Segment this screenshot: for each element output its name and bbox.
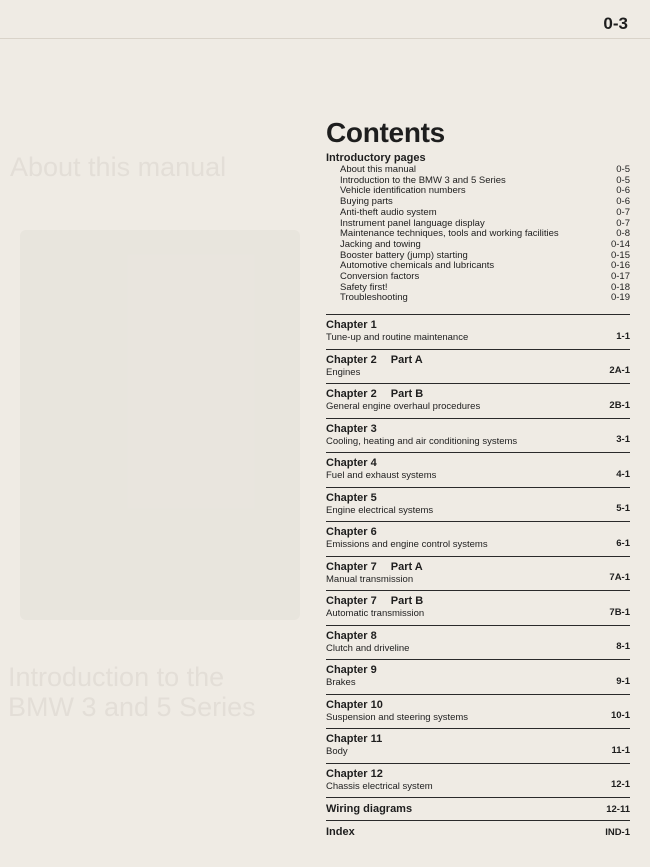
intro-item-page: 0-15	[610, 249, 630, 261]
chapter-number: Chapter 6	[326, 526, 377, 539]
intro-item-label: Jacking and towing	[340, 238, 421, 250]
intro-item-label: About this manual	[340, 164, 417, 175]
intro-item-page: 0-14	[610, 238, 630, 250]
chapter-page: 5-1	[616, 503, 630, 515]
chapter-number: Chapter 10	[326, 698, 383, 711]
intro-item-label: Instrument panel language display	[340, 217, 485, 229]
chapter-entry[interactable]	[326, 659, 630, 694]
ghost-heading-intro-2: BMW 3 and 5 Series	[8, 692, 256, 722]
chapter-number: Chapter 11	[326, 733, 383, 746]
index-page: IND-1	[605, 826, 630, 838]
chapter-entry[interactable]	[326, 590, 630, 625]
chapter-entry[interactable]	[326, 763, 630, 798]
chapter-entry[interactable]	[326, 418, 630, 453]
chapter-part: Part A	[390, 353, 423, 366]
intro-heading: Introductory pages	[326, 152, 426, 164]
chapter-page: 1-1	[616, 330, 630, 342]
chapter-heading	[326, 388, 630, 401]
chapter-page: 11-1	[611, 744, 630, 756]
chapter-heading	[326, 526, 630, 539]
chapter-page: 10-1	[610, 710, 630, 722]
intro-item-page: 0-6	[616, 185, 630, 197]
index-entry[interactable]	[326, 820, 630, 843]
chapter-entry[interactable]	[326, 452, 630, 487]
chapter-number: Chapter 5	[326, 491, 377, 504]
intro-item-label: Buying parts	[340, 196, 393, 208]
chapter-page: 2B-1	[609, 399, 630, 411]
intro-item-label: Vehicle identification numbers	[340, 185, 466, 197]
wiring-diagrams-entry[interactable]	[326, 797, 630, 820]
index-label: Index	[326, 825, 355, 838]
chapter-number: Chapter 8	[326, 629, 377, 642]
top-rule	[0, 38, 650, 39]
chapter-page: 3-1	[616, 434, 630, 446]
chapter-part: Part B	[390, 595, 424, 608]
page-number: 0-3	[603, 14, 628, 33]
chapter-title: General engine overhaul procedures	[326, 401, 481, 413]
intro-item-label: Booster battery (jump) starting	[340, 249, 468, 261]
chapter-entry[interactable]	[326, 556, 630, 591]
intro-item-page: 0-16	[610, 260, 630, 272]
ghost-photo-area	[20, 230, 300, 620]
wiring-diagrams-page: 12-11	[606, 803, 630, 815]
chapter-number: Chapter 7	[326, 595, 377, 608]
chapter-entry[interactable]	[326, 349, 630, 384]
chapter-list	[326, 314, 630, 797]
chapter-title: Brakes	[326, 677, 356, 689]
chapter-heading	[326, 733, 630, 746]
chapter-part: Part B	[390, 388, 424, 401]
intro-item-label: Safety first!	[340, 281, 388, 293]
intro-item-page: 0-18	[610, 281, 630, 293]
chapter-page: 4-1	[616, 468, 630, 480]
chapter-title: Chassis electrical system	[326, 780, 433, 792]
chapter-heading	[326, 699, 630, 712]
chapter-heading	[326, 664, 630, 677]
chapter-number: Chapter 7	[326, 560, 377, 573]
chapter-title: Emissions and engine control systems	[326, 539, 488, 551]
intro-item-page: 0-19	[610, 292, 630, 304]
ghost-heading-about: About this manual	[10, 152, 227, 182]
chapter-title: Fuel and exhaust systems	[326, 470, 437, 482]
intro-item-label: Automotive chemicals and lubricants	[340, 260, 495, 272]
chapter-heading	[326, 492, 630, 505]
intro-item-page: 0-5	[616, 174, 630, 186]
intro-item[interactable]	[340, 208, 630, 219]
chapter-heading	[326, 595, 630, 608]
chapter-entry[interactable]	[326, 314, 630, 349]
chapter-page: 6-1	[616, 537, 630, 549]
chapter-heading	[326, 354, 630, 367]
chapter-number: Chapter 9	[326, 664, 377, 677]
chapter-number: Chapter 3	[326, 422, 377, 435]
intro-item-page: 0-5	[616, 164, 630, 175]
chapter-heading	[326, 768, 630, 781]
chapter-number: Chapter 12	[326, 767, 383, 780]
chapter-page: 7B-1	[609, 606, 630, 618]
chapter-entry[interactable]	[326, 728, 630, 763]
contents-title: Contents	[326, 117, 445, 148]
wiring-diagrams-label: Wiring diagrams	[326, 802, 413, 815]
intro-item-label: Anti-theft audio system	[340, 206, 437, 218]
chapter-entry[interactable]	[326, 694, 630, 729]
chapter-title: Automatic transmission	[326, 608, 425, 620]
chapter-entry[interactable]	[326, 383, 630, 418]
intro-item-label: Introduction to the BMW 3 and 5 Series	[340, 174, 506, 186]
chapter-title: Body	[326, 746, 348, 758]
intro-item[interactable]	[340, 293, 630, 304]
intro-item-page: 0-7	[616, 217, 630, 229]
chapter-title: Tune-up and routine maintenance	[326, 332, 469, 344]
chapter-page: 7A-1	[609, 572, 630, 584]
ghost-heading-intro-1: Introduction to the	[8, 662, 225, 692]
chapter-page: 8-1	[616, 641, 630, 653]
intro-item-page: 0-8	[616, 228, 630, 240]
intro-item-label: Conversion factors	[340, 271, 420, 283]
chapter-page: 12-1	[610, 779, 630, 791]
chapter-title: Engine electrical systems	[326, 504, 434, 516]
intro-item-label: Troubleshooting	[340, 292, 408, 304]
chapter-entry[interactable]	[326, 625, 630, 660]
chapter-page: 9-1	[616, 675, 630, 687]
intro-item-page: 0-17	[610, 271, 630, 283]
chapter-number: Chapter 1	[326, 319, 377, 332]
chapter-entry[interactable]	[326, 521, 630, 556]
chapter-title: Manual transmission	[326, 573, 414, 585]
chapter-entry[interactable]	[326, 487, 630, 522]
chapter-page: 2A-1	[609, 365, 630, 377]
intro-list	[326, 165, 630, 304]
chapter-number: Chapter 4	[326, 457, 377, 470]
chapter-title: Clutch and driveline	[326, 642, 410, 654]
intro-item-label: Maintenance techniques, tools and working facilities	[340, 228, 559, 240]
chapter-heading	[326, 423, 630, 436]
chapter-title: Cooling, heating and air conditioning systems	[326, 435, 518, 447]
chapter-title: Engines	[326, 366, 361, 378]
chapter-number: Chapter 2	[326, 353, 377, 366]
contents-section	[326, 118, 630, 843]
intro-item-page: 0-7	[616, 206, 630, 218]
intro-item-page: 0-6	[616, 196, 630, 208]
chapter-title: Suspension and steering systems	[326, 711, 469, 723]
chapter-heading	[326, 561, 630, 574]
chapter-part: Part A	[390, 560, 423, 573]
chapter-number: Chapter 2	[326, 388, 377, 401]
chapter-heading	[326, 457, 630, 470]
chapter-heading	[326, 319, 630, 332]
chapter-heading	[326, 630, 630, 643]
